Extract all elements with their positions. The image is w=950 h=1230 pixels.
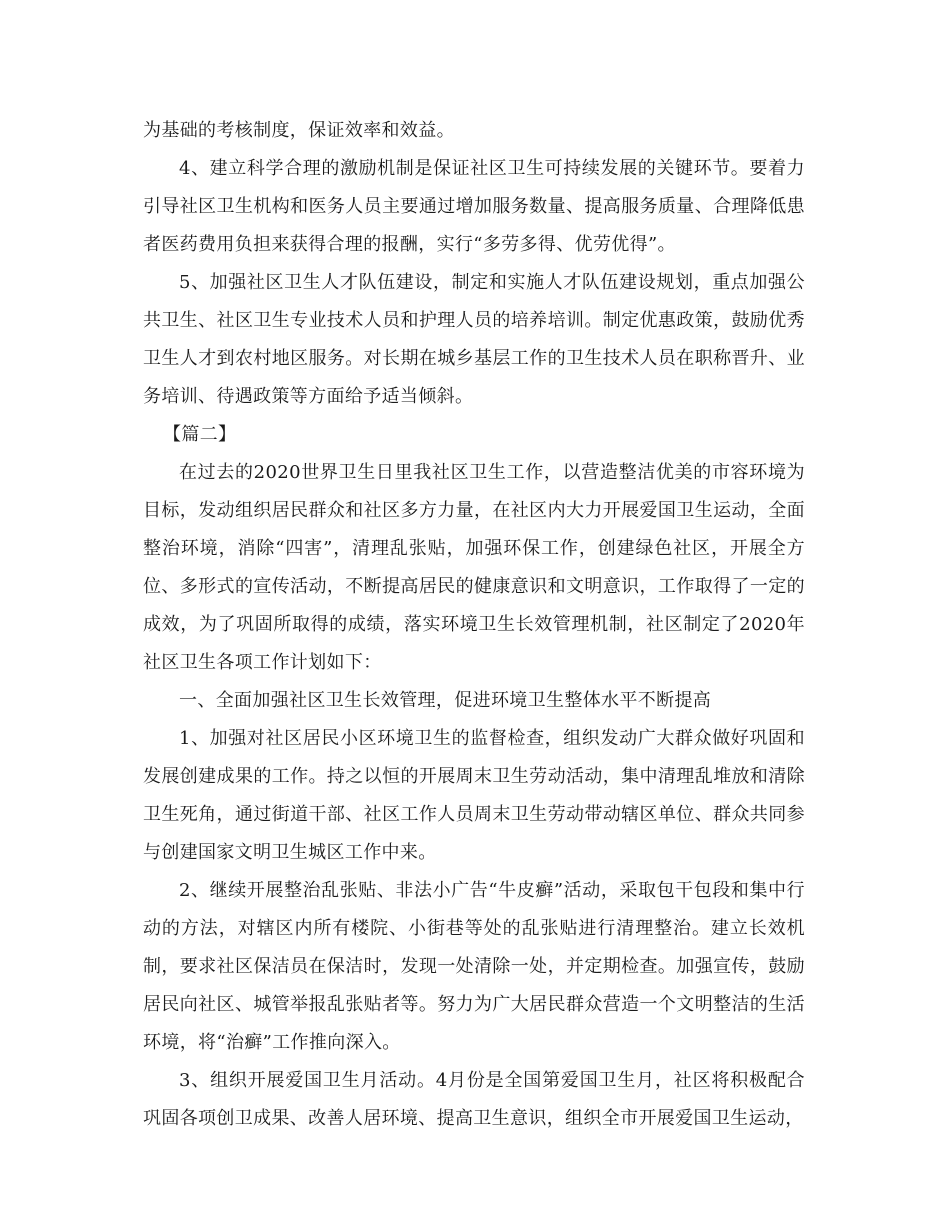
paragraph-item-1: 1、加强对社区居民小区环境卫生的监督检查，组织发动广大群众做好巩固和发展创建成果的工作。持之以恒的开展周末卫生劳动活动，集中清理乱堆放和清除卫生死角，通过街道干部、社区工作人员周末卫生劳动带动辖区单位、群众共同参与创建国家文明卫生城区工作中来。 bbox=[143, 728, 805, 863]
section-heading: 【篇二】 bbox=[163, 424, 237, 445]
paragraph-section-one-title: 一、全面加强社区卫生长效管理，促进环境卫生整体水平不断提高 bbox=[179, 690, 712, 711]
paragraph-item-3: 3、组织开展爱国卫生月活动。4月份是全国第爱国卫生月，社区将积极配合巩固各项创卫成果、改善人居环境、提高卫生意识，组织全市开展爱国卫生运动， bbox=[143, 1070, 805, 1129]
paragraph-introduction: 在过去的2020世界卫生日里我社区卫生工作，以营造整洁优美的市容环境为目标，发动组织居民群众和社区多方力量，在社区内大力开展爱国卫生运动，全面整治环境，消除“四害”，清理乱张贴，加强环保工作，创建绿色社区，开展全方位、多形式的宣传活动，不断提高居民的健康意识和文明意识，工作取得了一定的成效，为了巩固所取得的成绩，落实环境卫生长效管理机制，社区制定了2020年社区卫生各项工作计划如下： bbox=[143, 462, 805, 673]
paragraph-continuation: 为基础的考核制度，保证效率和效益。 bbox=[143, 120, 455, 141]
document-body bbox=[143, 112, 805, 1138]
paragraph-talent-team: 5、加强社区卫生人才队伍建设，制定和实施人才队伍建设规划，重点加强公共卫生、社区卫生专业技术人员和护理人员的培养培训。制定优惠政策，鼓励优秀卫生人才到农村地区服务。对长期在城乡基层工作的卫生技术人员在职称晋升、业务培训、待遇政策等方面给予适当倾斜。 bbox=[143, 272, 805, 407]
paragraph-incentive-mechanism: 4、建立科学合理的激励机制是保证社区卫生可持续发展的关键环节。要着力引导社区卫生机构和医务人员主要通过增加服务数量、提高服务质量、合理降低患者医药费用负担来获得合理的报酬，实行“多劳多得、优劳优得”。 bbox=[143, 158, 805, 255]
paragraph-item-2: 2、继续开展整治乱张贴、非法小广告“牛皮癣”活动，采取包干包段和集中行动的方法，对辖区内所有楼院、小街巷等处的乱张贴进行清理整治。建立长效机制，要求社区保洁员在保洁时，发现一处清除一处，并定期检查。加强宣传，鼓励居民向社区、城管举报乱张贴者等。努力为广大居民群众营造一个文明整洁的生活环境，将“治癣”工作推向深入。 bbox=[143, 880, 805, 1053]
